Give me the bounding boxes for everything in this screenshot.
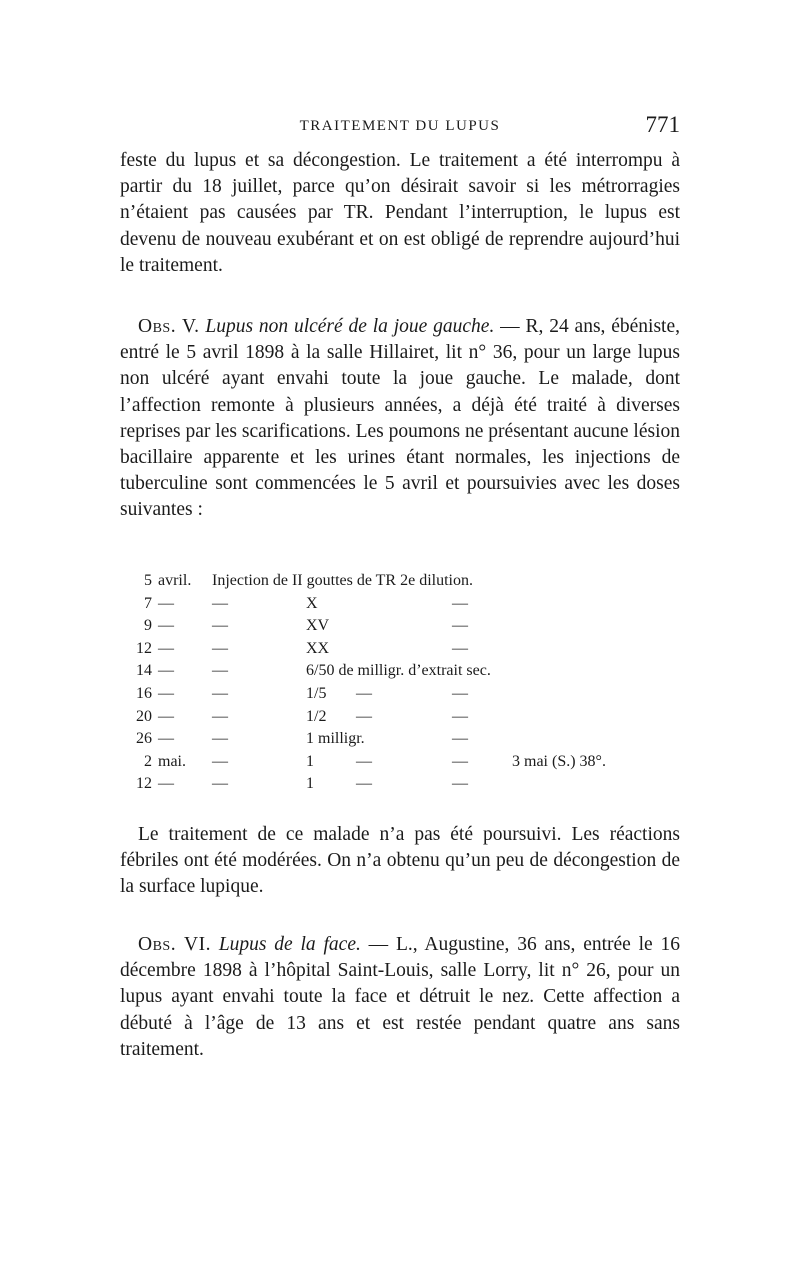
dose-amount: XV: [306, 617, 330, 635]
observation-6-title: Lupus de la face.: [218, 934, 361, 955]
dose-injection: —: [212, 730, 228, 748]
dose-amount: XX: [306, 639, 330, 657]
dose-unit: —: [356, 775, 372, 793]
dose-row: [130, 751, 670, 774]
dose-month: —: [158, 594, 174, 612]
dose-row: [130, 773, 670, 796]
dose-table: [130, 570, 670, 796]
dose-day: 12: [136, 775, 152, 793]
page-header: [120, 112, 680, 142]
dose-day: 20: [136, 707, 152, 725]
dose-day: 2: [144, 752, 152, 770]
dose-unit: —: [356, 707, 372, 725]
dose-injection: —: [212, 775, 228, 793]
dose-month: —: [158, 662, 174, 680]
paragraph-continuation: feste du lupus et sa décongestion. Le traitement a été interrompu à partir du 18 juillet, parce qu’on désirait savoir si les métrorragies n’étaient pas causées par TR. Pendant l’interruption, le lupus est devenu de nouveau exubérant et on est obligé de reprendre aujourd’hui le traitement.: [120, 150, 680, 276]
dose-unit: —: [356, 684, 372, 702]
dose-day: 9: [144, 617, 152, 635]
dose-dilution: —: [452, 752, 468, 770]
dose-month: avril.: [158, 572, 192, 589]
dose-row: [130, 570, 670, 593]
dose-day: 16: [136, 684, 152, 702]
dose-amount: 1/2: [306, 707, 327, 725]
dose-day: 14: [136, 662, 152, 680]
dose-dilution: —: [452, 707, 468, 725]
dose-row: [130, 638, 670, 661]
dose-dilution: —: [452, 639, 468, 657]
dose-month: —: [158, 775, 174, 793]
dose-row: [130, 660, 670, 683]
dose-injection: Injection de II gouttes de TR 2e dilution.: [212, 572, 473, 589]
dose-dilution: —: [452, 775, 468, 793]
observation-6-label: Obs. VI.: [138, 934, 211, 955]
paragraph-outcome: Le traitement de ce malade n’a pas été poursuivi. Les réactions fébriles ont été modérées. On n’a obtenu qu’un peu de décongestion de la surface lupique.: [120, 824, 680, 898]
dose-month: —: [158, 617, 174, 635]
dose-month: —: [158, 639, 174, 657]
dose-injection: —: [212, 662, 228, 680]
dose-amount: 1 milligr.: [306, 730, 365, 748]
dose-amount: 1: [306, 752, 314, 770]
dose-month: mai.: [158, 752, 186, 770]
dose-row: [130, 683, 670, 706]
dose-unit: —: [356, 752, 372, 770]
dose-row: [130, 706, 670, 729]
dose-dilution: —: [452, 730, 468, 748]
dose-dilution: —: [452, 594, 468, 612]
running-title: TRAITEMENT DU LUPUS: [299, 118, 501, 134]
observation-5-title: Lupus non ulcéré de la joue gauche.: [205, 316, 495, 337]
dose-month: —: [158, 684, 174, 702]
dose-row: [130, 615, 670, 638]
dose-amount: 1/5: [306, 684, 327, 702]
dose-dilution: —: [452, 684, 468, 702]
dose-amount: 6/50 de milligr. d’extrait sec.: [306, 662, 491, 680]
observation-5-label: Obs. V.: [138, 316, 200, 337]
dose-injection: —: [212, 617, 228, 635]
dose-day: 12: [136, 639, 152, 657]
dose-month: —: [158, 730, 174, 748]
dose-row: [130, 593, 670, 616]
observation-5: [120, 314, 680, 524]
dose-day: 7: [144, 594, 152, 612]
dose-injection: —: [212, 684, 228, 702]
dose-amount: 1: [306, 775, 314, 793]
dose-injection: —: [212, 594, 228, 612]
dose-day: 26: [136, 730, 152, 748]
dose-month: —: [158, 707, 174, 725]
dose-injection: —: [212, 752, 228, 770]
dose-note: 3 mai (S.) 38°.: [512, 752, 606, 770]
dose-injection: —: [212, 639, 228, 657]
dose-amount: X: [306, 594, 318, 612]
observation-5-text: — R, 24 ans, ébéniste, entré le 5 avril 1898 à la salle Hillairet, lit n° 36, pour un large lupus non ulcéré ayant envahi toute la joue gauche. Le malade, dont l’affection remonte à plusieurs années, a déjà été traité à diverses reprises par les scarifications. Les poumons ne présentant aucune lésion bacillaire apparente et les urines étant normales, les injections de tuberculine sont commencées le 5 avril et poursuivies avec les doses suivantes :: [120, 316, 681, 521]
page-number: 771: [645, 112, 680, 137]
dose-row: [130, 728, 670, 751]
dose-day: 5: [144, 572, 152, 589]
observation-6: [120, 932, 680, 1063]
dose-dilution: —: [452, 617, 468, 635]
observation-6-text: — L., Augustine, 36 ans, entrée le 16 décembre 1898 à l’hôpital Saint-Louis, salle Lorry, lit n° 26, pour un lupus ayant envahi toute la face et détruit le nez. Cette affection a débuté à l’âge de 13 ans et est restée pendant quatre ans sans traitement.: [120, 934, 681, 1060]
dose-injection: —: [212, 707, 228, 725]
